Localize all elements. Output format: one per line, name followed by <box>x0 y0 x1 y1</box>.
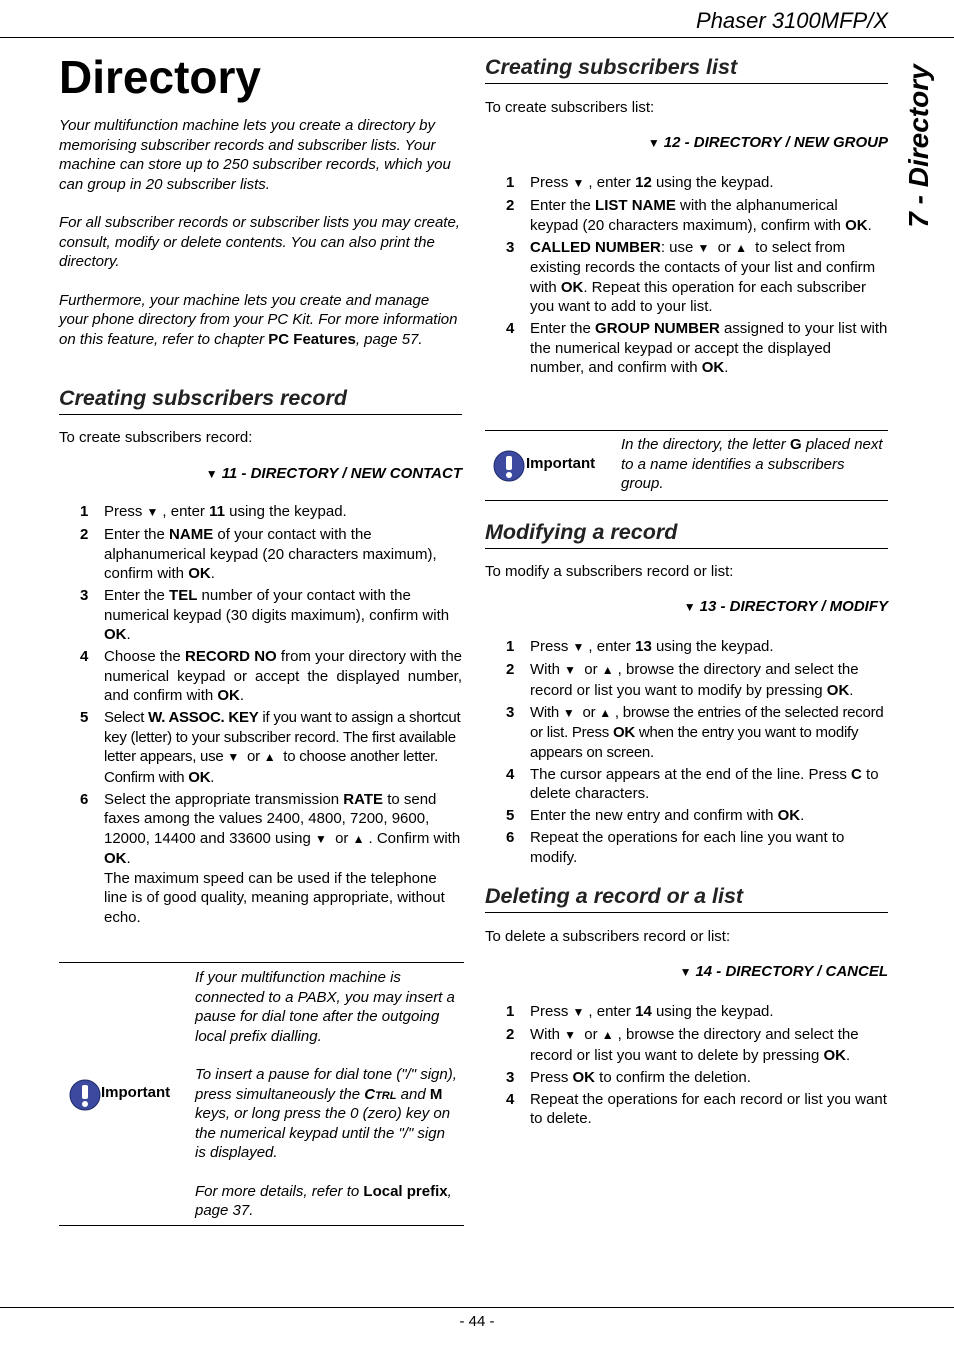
menu-path: ▼ 14 - DIRECTORY / CANCEL <box>679 963 888 980</box>
section-heading: Creating subscribers list <box>485 55 888 84</box>
list-item: 5 Select W. ASSOC. KEY if you want to assign a shortcut key (letter) to your subscriber record. The first available letter appears, use ▼ or ▲ to choose another letter. Confirm with OK. <box>80 709 461 786</box>
important-note <box>485 430 888 501</box>
section-lead: To create subscribers list: <box>485 99 655 116</box>
left-column <box>59 50 462 104</box>
list-item: 6 Select the appropriate transmission RATE to send faxes among the values 2400, 4800, 7200, 9600, 12000, 14400 and 33600 using ▼ or ▲ . Confirm with OK. The maximum speed can be used if the telephone line is of good quality, meaning appropriate, without echo. <box>80 790 461 926</box>
list-item: 6 Repeat the operations for each line you want to modify. <box>506 829 845 866</box>
down-arrow-icon: ▼ <box>572 640 585 654</box>
list-item: 4 Repeat the operations for each record or list you want to delete. <box>506 1090 887 1127</box>
section-heading: Deleting a record or a list <box>485 884 888 913</box>
modify-steps <box>485 637 888 870</box>
list-item: 1 Press ▼ , enter 13 using the keypad. <box>485 637 888 658</box>
section-lead: To modify a subscribers record or list: <box>485 563 734 580</box>
important-note <box>59 962 464 1226</box>
menu-path: ▼ 11 - DIRECTORY / NEW CONTACT <box>205 465 462 482</box>
down-arrow-icon: ▼ <box>564 1028 577 1042</box>
down-arrow-icon: ▼ <box>227 750 240 764</box>
list-steps <box>485 173 888 380</box>
list-item: 1 Press ▼ , enter 11 using the keypad. <box>59 502 462 523</box>
delete-steps <box>485 1002 888 1131</box>
section-lead: To create subscribers record: <box>59 429 253 446</box>
list-item: 2 With ▼ or ▲ , browse the directory and select the record or list you want to modify by pressing OK. <box>506 661 859 699</box>
section-heading: Creating subscribers record <box>59 386 462 415</box>
down-arrow-icon: ▼ <box>315 831 327 846</box>
list-item: 4 Enter the GROUP NUMBER assigned to your list with the numerical keypad or accept the displayed number, and confirm with OK. <box>506 320 888 376</box>
list-item: 5 Enter the new entry and confirm with OK. <box>506 807 805 824</box>
list-item: 3 CALLED NUMBER: use ▼ or ▲ to select from existing records the contacts of your list and confirm with OK. Repeat this operation for each subscriber you want to add to your list. <box>506 238 876 315</box>
section-lead: To delete a subscribers record or list: <box>485 928 731 945</box>
down-arrow-icon: ▼ <box>679 965 692 979</box>
header-model: Phaser 3100MFP/X <box>696 8 888 33</box>
section-heading: Modifying a record <box>485 520 888 549</box>
up-arrow-icon: ▲ <box>599 705 611 720</box>
important-label: Important <box>101 1084 171 1101</box>
down-arrow-icon: ▼ <box>697 240 710 255</box>
important-text: In the directory, the letter G placed next to a name identifies a subscribers group. <box>621 436 883 492</box>
down-arrow-icon: ▼ <box>205 467 218 481</box>
list-item: 3 With ▼ or ▲ , browse the entries of the selected record or list. Press OK when the entry you want to modify appears on screen. <box>506 703 884 761</box>
list-section <box>485 55 888 84</box>
down-arrow-icon: ▼ <box>572 176 585 190</box>
list-item: 4 The cursor appears at the end of the line. Press C to delete characters. <box>506 765 879 802</box>
down-arrow-icon: ▼ <box>146 505 159 519</box>
local-prefix-link[interactable]: Local prefix <box>363 1182 448 1200</box>
down-arrow-icon: ▼ <box>683 600 696 614</box>
important-text: If your multifunction machine is connected to a PABX, you may insert a pause for dial tone after the outgoing local prefix dialling. To insert a pause for dial tone ("/" sign), press simultaneously the Ctrl and M keys, or long press the 0 (zero) key on the numerical keypad until the "/" sign is displayed. For more details, refer to Local prefix, page 37. <box>195 969 457 1219</box>
up-arrow-icon: ▲ <box>735 240 747 255</box>
intro-paragraph: For all subscriber records or subscriber lists you may create, consult, modify or delete contents. You can also print the directory. <box>59 214 460 270</box>
chapter-tab <box>898 60 940 232</box>
page-number: - 44 - <box>459 1313 495 1330</box>
list-item: 2 With ▼ or ▲ , browse the directory and select the record or list you want to delete by pressing OK. <box>506 1026 859 1064</box>
up-arrow-icon: ▲ <box>601 663 614 677</box>
menu-path: ▼ 13 - DIRECTORY / MODIFY <box>683 598 888 615</box>
intro <box>59 116 462 368</box>
intro-paragraph: Furthermore, your machine lets you create and manage your phone directory from your PC Kit. For more information on this feature, refer to chapter PC Features, page 57. <box>59 291 458 348</box>
list-item: 3 Enter the TEL number of your contact with the numerical keypad (30 digits maximum), confirm with OK. <box>80 587 450 643</box>
important-label: Important <box>526 455 596 472</box>
list-item: 1 Press ▼ , enter 12 using the keypad. <box>485 173 888 194</box>
intro-paragraph: Your multifunction machine lets you create a directory by memorising subscriber records and subscriber lists. Your machine can store up to 250 subscriber records, which you can group in 20 subscriber lists. <box>59 117 451 193</box>
down-arrow-icon: ▼ <box>647 136 660 150</box>
up-arrow-icon: ▲ <box>263 750 276 764</box>
exclamation-icon <box>69 1079 101 1111</box>
modify-section <box>485 520 888 549</box>
down-arrow-icon: ▼ <box>562 705 575 720</box>
pc-features-link[interactable]: PC Features <box>268 330 356 348</box>
menu-path: ▼ 12 - DIRECTORY / NEW GROUP <box>647 134 888 151</box>
record-section <box>59 386 462 415</box>
up-arrow-icon: ▲ <box>352 831 365 846</box>
list-item: 2 Enter the LIST NAME with the alphanumerical keypad (20 characters maximum), confirm with OK. <box>506 197 872 234</box>
header-rule <box>0 37 954 38</box>
list-item: 2 Enter the NAME of your contact with the alphanumerical keypad (20 characters maximum), confirm with OK. <box>80 526 437 582</box>
exclamation-icon <box>493 450 525 482</box>
chapter-tab-label: 7 - Directory <box>903 64 934 228</box>
down-arrow-icon: ▼ <box>564 663 577 677</box>
delete-section <box>485 884 888 913</box>
list-item: 3 Press OK to confirm the deletion. <box>506 1068 751 1086</box>
up-arrow-icon: ▲ <box>601 1028 614 1042</box>
page-title: Directory <box>59 51 261 103</box>
list-item: 4 Choose the RECORD NO from your directory with the numerical keypad or accept the displayed number, and confirm with OK. <box>80 648 462 704</box>
record-steps <box>59 502 462 930</box>
down-arrow-icon: ▼ <box>572 1005 585 1019</box>
footer-rule <box>0 1307 954 1308</box>
list-item: 1 Press ▼ , enter 14 using the keypad. <box>485 1002 888 1023</box>
